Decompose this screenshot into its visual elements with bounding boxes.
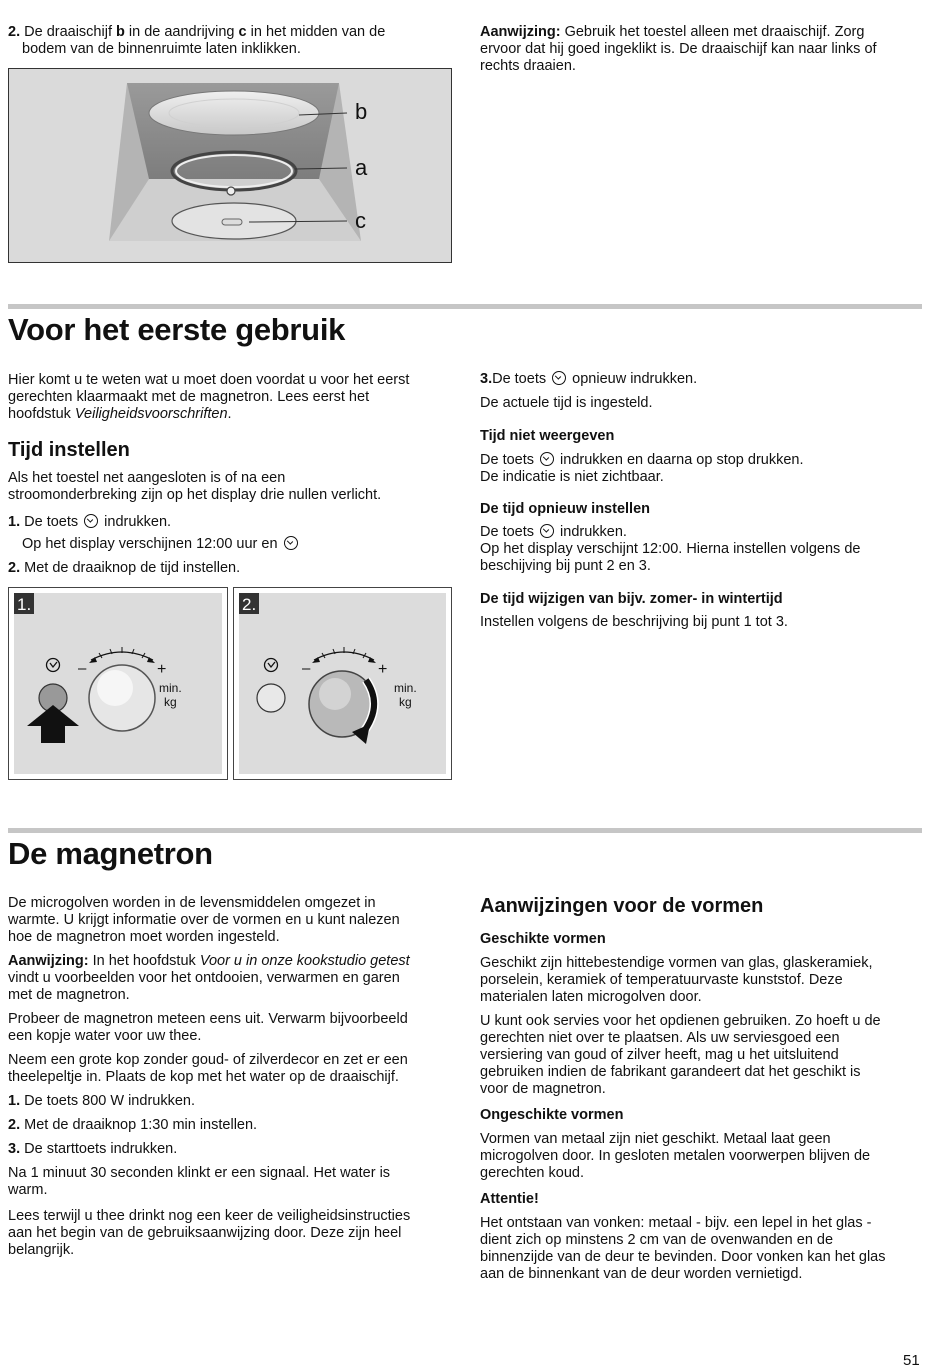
clock-icon	[47, 659, 60, 672]
step-2-turntable: 2. De draaischijf b in de aandrijving c in het midden van de bodem van de binnenruimte laten inklikken.	[8, 24, 386, 57]
svg-text:kg: kg	[164, 695, 177, 709]
set-time-step-2: 2. Met de draaiknop de tijd instellen.	[8, 560, 241, 576]
clock-icon	[265, 659, 278, 672]
svg-text:kg: kg	[399, 695, 412, 709]
change-time-text: Instellen volgens de beschrijving bij punt 1 tot 3.	[480, 614, 788, 630]
set-time-step-3: 3.De toets opnieuw indrukken. De actuele tijd is ingesteld.	[480, 371, 698, 411]
panel-step-label: 2.	[242, 595, 257, 614]
list-item: 1. De toets 800 W indrukken.	[8, 1093, 195, 1109]
set-time-step-1: 1. De toets indrukken. Op het display verschijnen 12:00 uur en	[8, 514, 458, 553]
list-item: 2. Met de draaiknop 1:30 min instellen.	[8, 1117, 258, 1133]
svg-text:–: –	[302, 660, 311, 677]
section-divider	[8, 304, 922, 309]
microwave-left-column: De microgolven worden in de levensmiddelen omgezet in warmte. U krijgt informatie over de vormen en u kunt nalezen hoe de magnetron moet worden ingesteld. Aanwijzing: In het hoofdstuk Voor u in onze kookstudio getest vindt u voorbeelden voor het ontdooien, verwarmen en garen met de magnetron. Probeer de magnetron meteen eens uit. Verwarm bijvoorbeeld een kopje water voor uw thee. Neem een grote kop zonder goud- of zilverdecor en zet er een theelepeltje in. Plaats de kop met het water op de draaischijf. 1. De toets 800 W indrukken. 2. Met de draaiknop 1:30 min instellen. 3. De starttoets indrukken. Na 1 minuut 30 seconden klinkt er een signaal. Het water is warm. Lees terwijl u thee drinkt nog een keer de veiligheidsinstructies aan het begin van de gebruiksaanwijzing door. Deze zijn heel belangrijk.	[8, 895, 458, 1259]
heading-unsuitable-forms: Ongeschikte vormen	[480, 1107, 624, 1123]
subheading-forms: Aanwijzingen voor de vormen	[480, 895, 764, 917]
page-number: 51	[903, 1352, 920, 1369]
set-time-intro: Als het toestel net aangesloten is of na een stroomonderbreking zijn op het display drie nullen verlicht.	[8, 470, 382, 503]
heading-suitable-forms: Geschikte vormen	[480, 931, 606, 947]
arrow-up-icon	[27, 705, 79, 743]
section-divider	[8, 828, 922, 833]
reset-time-text: De toets indrukken. Op het display verschijnt 12:00. Hierna instellen volgens de beschijving bij punt 2 en 3.	[480, 524, 861, 574]
clock-button	[257, 684, 285, 712]
oven-interior-illustration	[9, 69, 451, 262]
clock-icon	[284, 536, 298, 550]
label-a: a	[355, 155, 368, 180]
heading-change-time: De tijd wijzigen van bijv. zomer- in wintertijd	[480, 591, 783, 607]
svg-text:min.: min.	[394, 681, 417, 695]
label-c: c	[355, 208, 366, 233]
control-panel-figure-2	[233, 587, 452, 780]
label-b: b	[355, 99, 368, 124]
note-turntable: Aanwijzing: Gebruik het toestel alleen met draaischijf. Zorg ervoor dat hij goed ingeklikt is. De draaischijf kan naar links of rechts draaien.	[480, 24, 877, 74]
svg-text:+: +	[378, 661, 388, 678]
clock-icon	[552, 371, 566, 385]
clock-icon	[540, 452, 554, 466]
first-use-intro: Hier komt u te weten wat u moet doen voordat u voor het eerst gerechten klaarmaakt met de magnetron. Lees eerst het hoofdstuk Veiligheidsvoorschriften.	[8, 372, 410, 422]
subheading-set-time: Tijd instellen	[8, 439, 130, 461]
svg-text:min.: min.	[159, 681, 182, 695]
clock-icon	[540, 524, 554, 538]
control-panel-figure-1	[8, 587, 228, 780]
clock-icon	[84, 514, 98, 528]
heading-reset-time: De tijd opnieuw instellen	[480, 501, 650, 517]
svg-text:+: +	[157, 661, 167, 678]
section-title-microwave: De magnetron	[8, 836, 213, 871]
section-title-first-use: Voor het eerste gebruik	[8, 312, 346, 347]
turntable-figure	[8, 68, 452, 263]
hide-time-text: De toets indrukken en daarna op stop drukken. De indicatie is niet zichtbaar.	[480, 452, 804, 485]
list-item: 3. De starttoets indrukken.	[8, 1141, 178, 1157]
svg-text:–: –	[78, 660, 87, 677]
heading-attention: Attentie!	[480, 1191, 539, 1207]
panel-step-label: 1.	[17, 595, 32, 614]
microwave-right-column: Geschikte vormen Geschikt zijn hittebestendige vormen van glas, glaskeramiek, porselein, keramiek of temperatuurvaste kunststof. Deze materialen laten microgolven door. U kunt ook servies voor het opdienen gebruiken. Zo hoeft u de gerechten niet over te plaatsen. Als uw serviesgoed een versiering van goud of zilver heeft, mag u het uitsluitend gebruiken indien de fabrikant garandeert dat het geschikt is voor de magnetron. Ongeschikte vormen Vormen van metaal zijn niet geschikt. Metaal laat geen microgolven door. In gesloten metalen voorwerpen blijven de gerechten koud. Attentie! Het ontstaan van vonken: metaal - bijv. een lepel in het glas - dient zich op minstens 2 cm van de ovenwanden en de binnenzijde van de deur te bevinden. Door vonken kan het glas aan de binnenkant van de deur worden vernietigd.	[480, 931, 925, 1283]
heading-hide-time: Tijd niet weergeven	[480, 428, 615, 444]
